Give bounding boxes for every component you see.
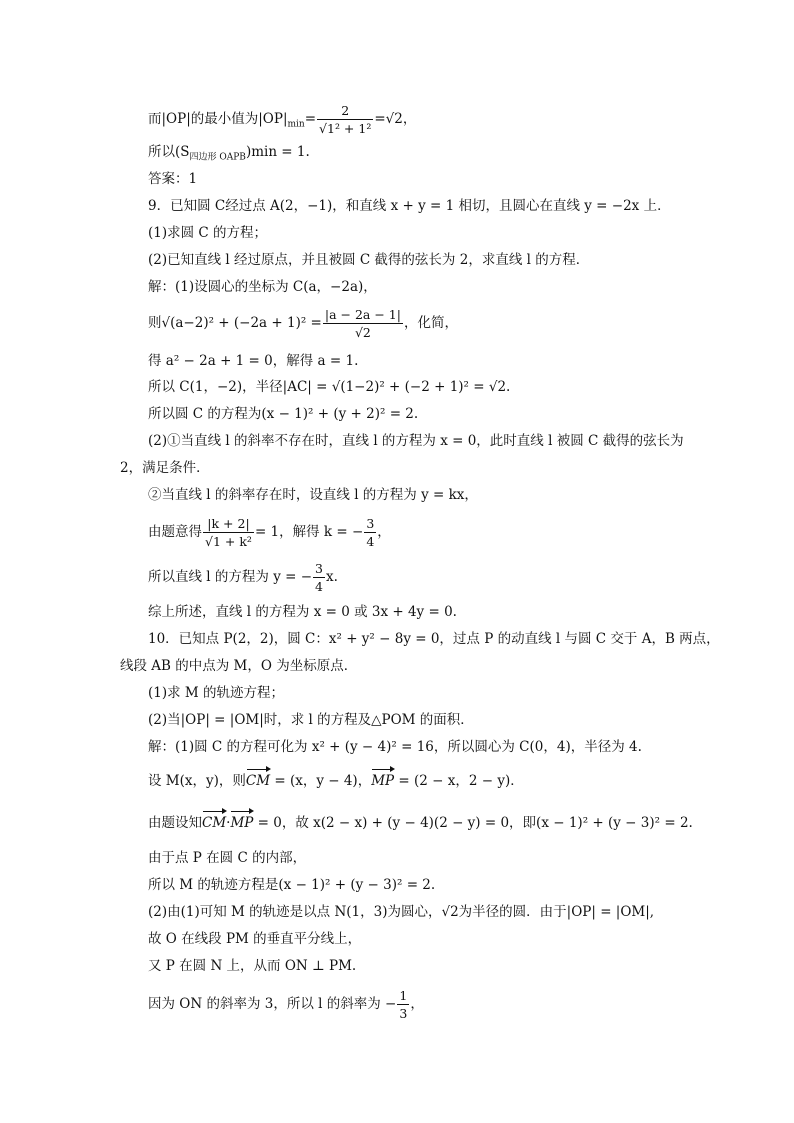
text: 所以(S (148, 144, 190, 160)
line-locus: 所以 M 的轨迹方程是(x − 1)² + (y − 3)² = 2. (148, 877, 436, 893)
text: 由题意得 (148, 524, 202, 540)
line-distance-equation (148, 307, 458, 340)
denominator: 4 (315, 579, 323, 594)
numerator: 1 (399, 988, 408, 1003)
text: = (2 − x，2 − y)． (394, 773, 524, 789)
text: ，化简， (403, 315, 458, 331)
problem-9-statement: 9．已知圆 C经过点 A(2，−1)，和直线 x + y = 1 相切，且圆心在直线 y = −2x 上． (148, 198, 671, 214)
line-line-equation (148, 561, 338, 594)
line-p-inside: 由于点 P 在圆 C 的内部， (148, 850, 307, 866)
denominator: 4 (366, 534, 375, 549)
text: ， (377, 524, 391, 540)
fraction (313, 561, 325, 594)
problem-9-part2: (2)已知直线 l 经过原点，并且被圆 C 截得的弦长为 2，求直线 l 的方程． (148, 252, 590, 268)
vector-cm: CM (202, 815, 227, 831)
text: 而|OP|的最小值为|OP| (148, 111, 288, 127)
text: x. (325, 569, 338, 585)
text: 因为 ON 的斜率为 3，所以 l 的斜率为 − (148, 996, 397, 1012)
problem-10-part1: (1)求 M 的轨迹方程； (148, 685, 285, 701)
denominator: √1 + k² (205, 534, 252, 549)
fraction (317, 103, 373, 136)
line-vectors (148, 772, 524, 790)
line-min-op (148, 103, 416, 136)
line-part2-start: (2)由(1)可知 M 的轨迹是以点 N(1，3)为圆心，√2为半径的圆．由于|OP| = |OM|, (148, 904, 655, 920)
solution-9-start: 解：(1)设圆心的坐标为 C(a，−2a)， (148, 279, 377, 295)
text: )min = 1. (245, 144, 310, 160)
text: = (304, 111, 317, 127)
subscript: min (287, 119, 305, 130)
problem-10-statement-cont: 线段 AB 的中点为 M，O 为坐标原点． (120, 658, 358, 674)
denominator: 3 (399, 1006, 408, 1021)
denominator: √1² + 1² (319, 121, 372, 136)
vector-cm: CM (245, 773, 271, 789)
vector-mp: MP (371, 773, 395, 789)
text: = 1，解得 k = − (254, 524, 364, 540)
vector-mp: MP (230, 815, 254, 831)
line-center-radius: 所以 C(1，−2)，半径|AC| = √(1−2)² + (−2 + 1)² = √2. (148, 379, 511, 395)
numerator: 3 (315, 561, 323, 576)
text: ， (410, 996, 424, 1012)
line-answer: 答案：1 (148, 171, 198, 187)
line-case1-cont: 2，满足条件． (120, 460, 210, 476)
line-solve-k (148, 516, 391, 549)
problem-9-part1: (1)求圆 C 的方程； (148, 225, 268, 241)
problem-10-part2: (2)当|OP| = |OM|时，求 l 的方程及△POM 的面积． (148, 712, 474, 728)
text: 由题设知 (148, 815, 202, 831)
dot-operator: · (226, 815, 231, 831)
problem-10-statement: 10．已知点 P(2，2)，圆 C：x² + y² − 8y = 0，过点 P 的动直线 l 与圆 C 交于 A，B 两点， (148, 631, 720, 647)
line-circle-equation: 所以圆 C 的方程为(x − 1)² + (y + 2)² = 2. (148, 406, 419, 422)
line-area-min (148, 143, 310, 167)
text: 则√(a−2)² + (−2a + 1)² = (148, 315, 322, 331)
line-slope (148, 988, 424, 1021)
fraction (323, 307, 403, 340)
line-dot-product (148, 814, 693, 832)
text: = (x，y − 4)， (270, 773, 372, 789)
line-solve-a: 得 a² − 2a + 1 = 0，解得 a = 1. (148, 353, 359, 369)
numerator: 3 (366, 516, 375, 531)
fraction (397, 988, 409, 1021)
subscript: 四边形 OAPB (189, 152, 246, 163)
denominator: √2 (354, 325, 371, 340)
line-on-perp: 又 P 在圆 N 上，从而 ON ⊥ PM. (148, 958, 357, 974)
numerator: 2 (317, 103, 373, 120)
text: =√2， (374, 111, 417, 127)
text: = 0，故 x(2 − x) + (y − 4)(2 − y) = 0，即(x − 1)² + (y − 3)² = 2. (253, 815, 693, 831)
fraction (364, 516, 376, 549)
text: 所以直线 l 的方程为 y = − (148, 569, 313, 585)
fraction (203, 516, 254, 549)
line-case1: (2)①当直线 l 的斜率不存在时，直线 l 的方程为 x = 0，此时直线 l 被圆 C 截得的弦长为 (148, 433, 684, 449)
numerator: |k + 2| (203, 516, 254, 533)
line-perp-bisector: 故 O 在线段 PM 的垂直平分线上， (148, 931, 362, 947)
numerator: |a − 2a − 1| (324, 307, 401, 322)
line-conclusion-9: 综上所述，直线 l 的方程为 x = 0 或 3x + 4y = 0. (148, 604, 457, 620)
text: 设 M(x，y)，则 (148, 773, 246, 789)
solution-10-start: 解：(1)圆 C 的方程可化为 x² + (y − 4)² = 16，所以圆心为 C(0，4)，半径为 4. (148, 739, 642, 755)
line-case2: ②当直线 l 的斜率存在时，设直线 l 的方程为 y = kx， (148, 487, 478, 503)
